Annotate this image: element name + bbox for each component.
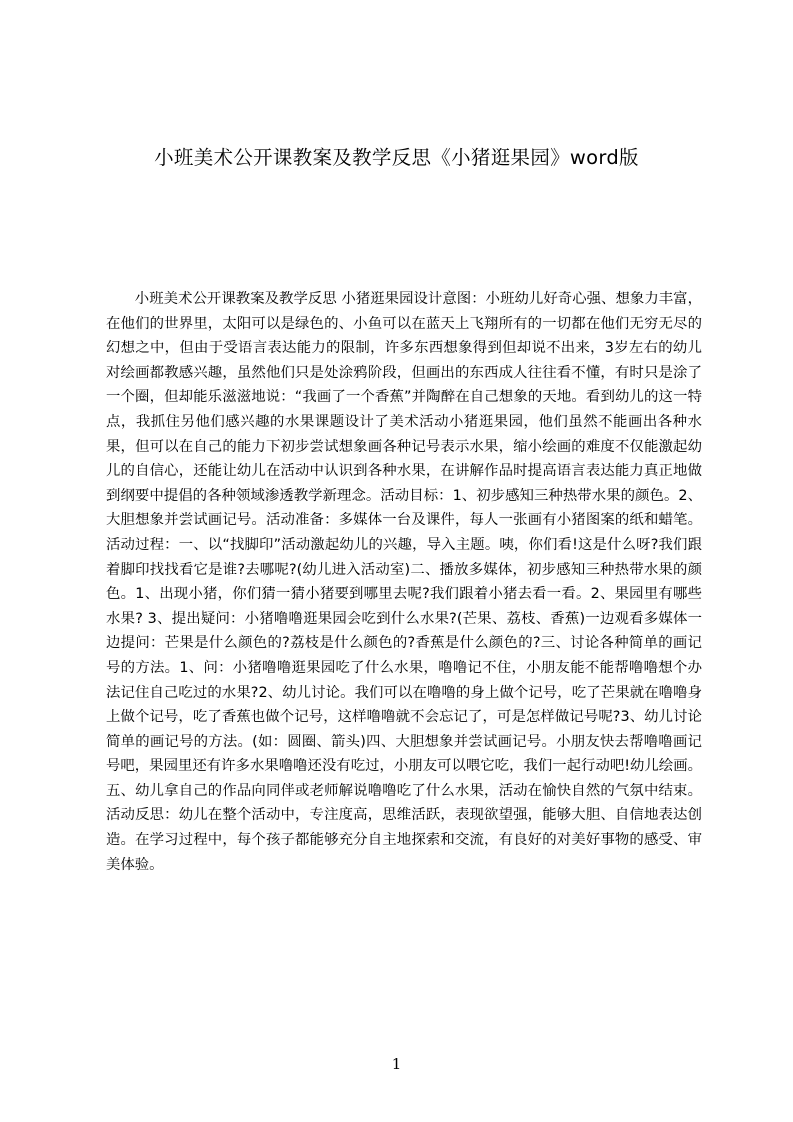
- body-paragraph: 小班美术公开课教案及教学反思 小猪逛果园设计意图：小班幼儿好奇心强、想象力丰富，在他们的世界里，太阳可以是绿色的、小鱼可以在蓝天上飞翔所有的一切都在他们无穷无尽的幻想之中，但由于受语言表达能力的限制，许多东西想象得到但却说不出来，3岁左右的幼儿对绘画都教感兴趣，虽然他们只是处涂鸦阶段，但画出的东西成人往往看不懂，有时只是涂了一个圈，但却能乐滋滋地说：“我画了一个香蕉”并陶醉在自己想象的天地。看到幼儿的这一特点，我抓住另他们感兴趣的水果课题设计了美术活动小猪逛果园，他们虽然不能画出各种水果，但可以在自己的能力下初步尝试想象画各种记号表示水果，缩小绘画的难度不仅能激起幼儿的自信心，还能让幼儿在活动中认识到各种水果，在讲解作品时提高语言表达能力真正地做到纲要中提倡的各种领域渗透教学新理念。活动目标：1、初步感知三种热带水果的颜色。2、大胆想象并尝试画记号。活动准备：多媒体一台及课件，每人一张画有小猪图案的纸和蜡笔。活动过程：一、以“找脚印”活动激起幼儿的兴趣，导入主题。咦，你们看!这是什么呀?我们跟着脚印找找看它是谁?去哪呢?(幼儿进入活动室)二、播放多媒体，初步感知三种热带水果的颜色。1、出现小猪，你们猜一猜小猪要到哪里去呢?我们跟着小猪去看一看。2、果园里有哪些水果? 3、提出疑问：小猪噜噜逛果园会吃到什么水果?(芒果、荔枝、香蕉)一边观看多媒体一边提问：芒果是什么颜色的?荔枝是什么颜色的?香蕉是什么颜色的?三、讨论各种简单的画记号的方法。1、问：小猪噜噜逛果园吃了什么水果，噜噜记不住，小朋友能不能帮噜噜想个办法记住自己吃过的水果?2、幼儿讨论。我们可以在噜噜的身上做个记号，吃了芒果就在噜噜身上做个记号，吃了香蕉也做个记号，这样噜噜就不会忘记了，可是怎样做记号呢?3、幼儿讨论简单的画记号的方法。(如：圆圈、箭头)四、大胆想象并尝试画记号。小朋友快去帮噜噜画记号吧，果园里还有许多水果噜噜还没有吃过，小朋友可以喂它吃，我们一起行动吧!幼儿绘画。五、幼儿拿自己的作品向同伴或老师解说噜噜吃了什么水果，活动在愉快自然的气氛中结束。活动反思：幼儿在整个活动中，专注度高，思维活跃，表现欲望强，能够大胆、自信地表达创造。在学习过程中，每个孩子都能够充分自主地探索和交流，有良好的对美好事物的感受、审美体验。: [106, 291, 702, 873]
- page-number: 1: [391, 1055, 402, 1073]
- document-title: 小班美术公开课教案及教学反思《小猪逛果园》word版: [154, 146, 639, 169]
